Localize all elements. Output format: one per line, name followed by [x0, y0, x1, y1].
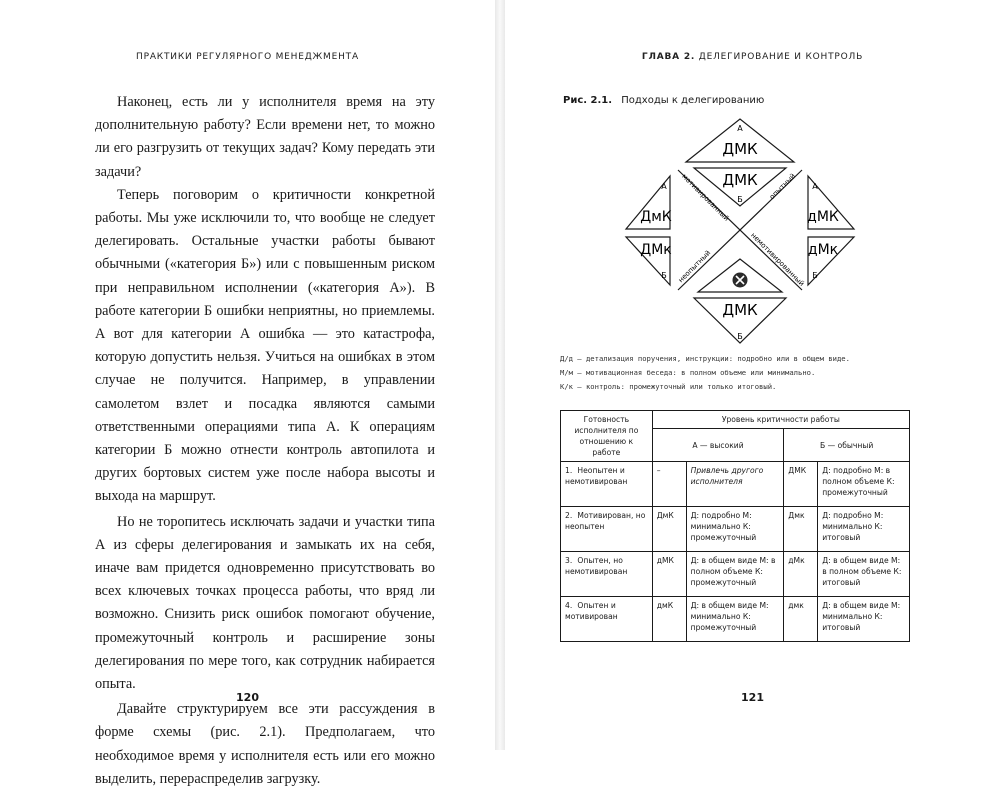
cell-b-code: Дмк	[784, 507, 818, 552]
corner-b-left: Б	[661, 271, 667, 280]
cell-b-text: Д: в общем виде М: минимально К: итоговый	[818, 597, 910, 642]
figure-number: Рис. 2.1.	[563, 95, 613, 106]
criticality-table	[560, 410, 910, 642]
code-bottom-b: ДМК	[722, 301, 758, 319]
header-category-b: Б — обычный	[784, 429, 910, 462]
paragraph: Давайте структурируем все эти рассуждения в форме схемы (рис. 2.1). Предполагаем, что необходимое время у исполнителя есть или его можно выделить, перераспределив загрузку.	[95, 701, 435, 787]
cell-a-text: Д: в общем виде М: в полном объеме К: промежуточный	[686, 552, 784, 597]
cell-b-code: дмк	[784, 597, 818, 642]
cell-state: 2. Мотивирован, но неопытен	[561, 507, 653, 552]
cell-b-text: Д: в общем виде М: в полном объеме К: итоговый	[818, 552, 910, 597]
header-readiness: Готовность исполнителя по отношению к работе	[561, 411, 653, 462]
table-header-row	[561, 411, 910, 429]
corner-a-top: А	[737, 124, 743, 133]
cell-a-code: дмК	[652, 597, 686, 642]
running-head-left: ПРАКТИКИ РЕГУЛЯРНОГО МЕНЕДЖМЕНТА	[136, 52, 359, 62]
cell-a-code: –	[652, 462, 686, 507]
cell-state: 3. Опытен, но немотивирован	[561, 552, 653, 597]
legend-line: М/м — мотивационная беседа: в полном объеме или минимально.	[560, 368, 816, 377]
code-left-a: ДмК	[640, 209, 672, 225]
book-gutter	[495, 0, 505, 750]
label-experienced: опытный	[768, 172, 798, 202]
corner-a-left: А	[661, 182, 667, 191]
body-text	[95, 91, 435, 791]
cell-b-code: дМк	[784, 552, 818, 597]
code-right-a: дМК	[807, 209, 839, 225]
cell-state: 1. Неопытен и немотивирован	[561, 462, 653, 507]
figure-legend	[560, 352, 850, 394]
right-page	[505, 0, 1000, 750]
page-number-right: 121	[741, 691, 764, 704]
corner-b-top: Б	[737, 195, 743, 204]
header-level: Уровень критичности работы	[652, 411, 909, 429]
corner-a-right: А	[812, 182, 818, 191]
corner-b-right: Б	[812, 271, 818, 280]
cell-a-text: Привлечь другого исполнителя	[686, 462, 784, 507]
paragraph: Наконец, есть ли у исполнителя время на эту дополнительную работу? Если времени нет, то можно ли его разгрузить от текущих задач? Кому передать эти задачи?	[95, 94, 435, 180]
page-number-left: 120	[236, 691, 259, 704]
code-top-b: ДМК	[722, 171, 758, 189]
cell-b-text: Д: подробно М: в полном объеме К: промежуточный	[818, 462, 910, 507]
label-motivated: мотивированный	[680, 172, 731, 223]
header-category-a: А — высокий	[652, 429, 784, 462]
cell-b-text: Д: подробно М: минимально К: итоговый	[818, 507, 910, 552]
cell-a-code: дМК	[652, 552, 686, 597]
chapter-title: ДЕЛЕГИРОВАНИЕ И КОНТРОЛЬ	[698, 52, 864, 62]
paragraph: Теперь поговорим о критичности конкретной работы. Мы уже исключили то, что вообще не следует делегировать. Остальные участки работы бывают обычными («категория Б») или с повышенным риском при неправильном исполнении («категория А»). В работе категории Б ошибки неприятны, но приемлемы. А вот для категории А ошибка — это катастрофа, которую допустить нельзя. Учиться на ошибках в этом случае не получится. Например, в управлении самолетом взлет и посадка являются самыми ответственными операциями типа А. К операциям категории Б можно отнести контроль автопилота и других бортовых систем уже после набора высоты и выхода на маршрут.	[95, 186, 435, 505]
figure-title: Подходы к делегированию	[621, 95, 765, 106]
cell-a-text: Д: подробно М: минимально К: промежуточный	[686, 507, 784, 552]
code-left-b: ДМк	[640, 242, 672, 258]
delegation-diagram	[620, 118, 860, 348]
corner-b-bottom: Б	[737, 332, 743, 341]
table-row	[561, 552, 910, 597]
running-head-right	[505, 52, 1000, 62]
cell-state: 4. Опытен и мотивирован	[561, 597, 653, 642]
table-row	[561, 507, 910, 552]
cell-b-code: ДМК	[784, 462, 818, 507]
paragraph: Но не торопитесь исключать задачи и участки типа А из сферы делегирования и замыкать их на себя, иначе вам придется одновременно присутствовать во всех ключевых точках процесса работы, что вряд ли возможно. Снизить риск ошибок помогают обучение, промежуточный контроль и расширение зоны делегирования по мере того, как сотрудник набирается опыта.	[95, 513, 435, 693]
figure-caption	[563, 95, 764, 106]
cell-a-text: Д: в общем виде М: минимально К: промежуточный	[686, 597, 784, 642]
chapter-label: ГЛАВА 2.	[641, 52, 696, 62]
left-page	[0, 0, 495, 787]
table-row	[561, 597, 910, 642]
label-inexperienced: неопытный	[676, 248, 713, 285]
label-unmotivated: немотивированный	[749, 231, 806, 288]
legend-line: Д/д — детализация поручения, инструкции: подробно или в общем виде.	[560, 354, 850, 363]
code-right-b: дМк	[807, 242, 839, 258]
cell-a-code: ДмК	[652, 507, 686, 552]
code-top-a: ДМК	[722, 140, 758, 158]
legend-line: К/к — контроль: промежуточный или только итоговый.	[560, 382, 777, 391]
table-row	[561, 462, 910, 507]
